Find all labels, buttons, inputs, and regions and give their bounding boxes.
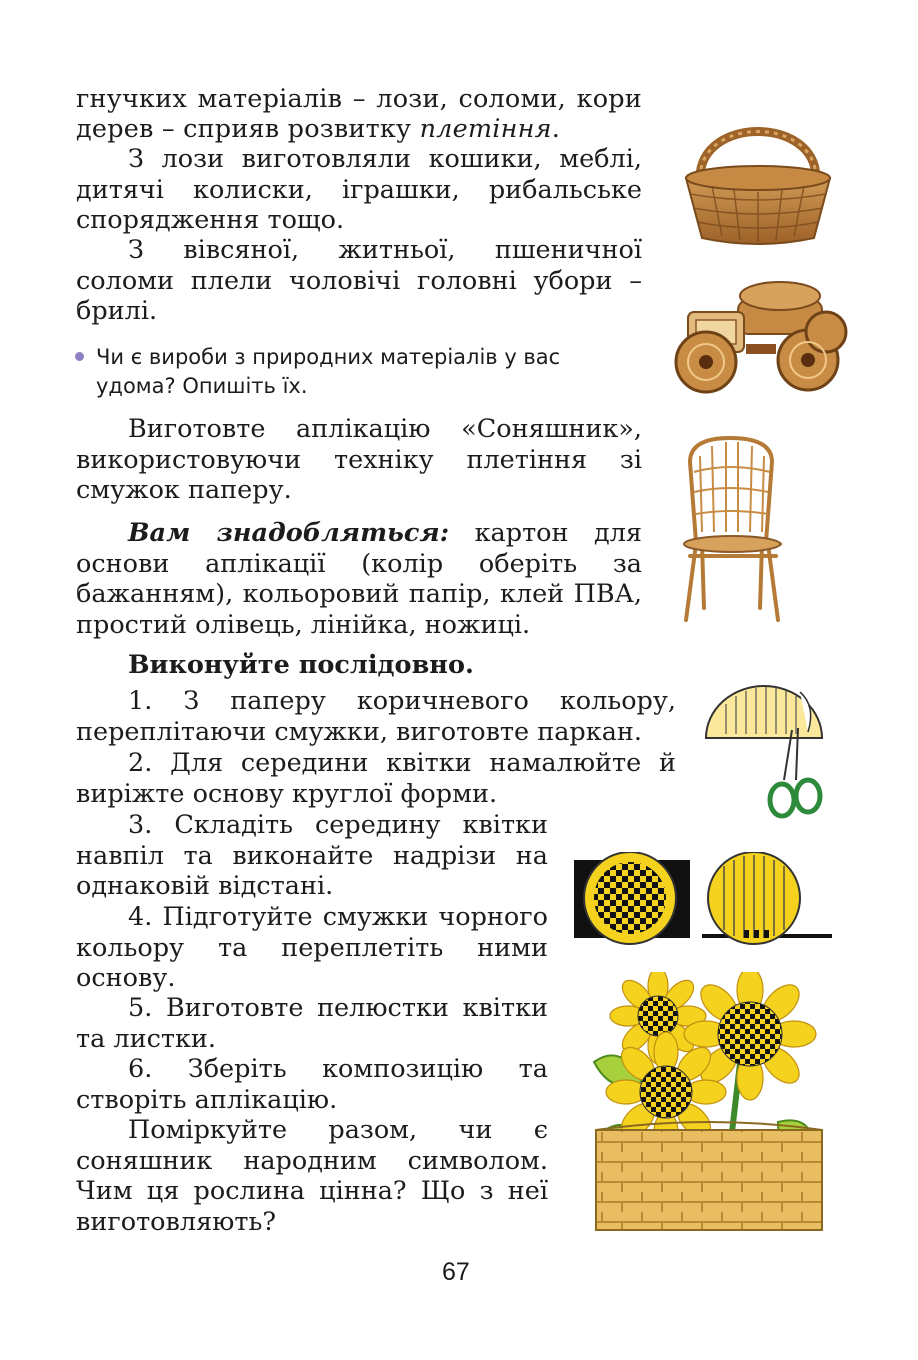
question-text: Чи є вироби з природних матеріалів у вас удома? Опишіть їх. xyxy=(96,345,561,398)
folded-circle-scissors-image xyxy=(704,682,828,822)
materials-label: Вам знадобляться: xyxy=(128,518,450,548)
wicker-toy-car-image xyxy=(668,262,848,402)
willow-paragraph: З лози виготовляли кошики, меблі, дитячі колиски, іграшки, рибальське спорядження тощо. xyxy=(76,144,642,235)
materials-text: картон для основи аплікації (колір оберіть за бажанням), кольоровий папір, клей ПВА, простий олівець, лінійка, ножиці. xyxy=(76,518,643,640)
materials-paragraph xyxy=(76,518,642,640)
step-2: 2. Для середини квітки намалюйте й виріжте основу круглої форми. xyxy=(76,748,676,809)
final-question: Поміркуйте разом, чи є соняшник народним символом. Чим ця рослина цінна? Що з неї виготовляють? xyxy=(76,1115,548,1237)
wicker-chair-image xyxy=(680,432,786,622)
step-6: 6. Зберіть композицію та створіть аплікацію. xyxy=(76,1054,548,1115)
intro-term-weaving: плетіння xyxy=(419,114,552,144)
intro-line-2-end: . xyxy=(551,114,561,144)
step-5: 5. Виготовте пелюстки квітки та листки. xyxy=(76,993,548,1054)
intro-line-1: гнучких матеріалів – лози, соломи, кори xyxy=(76,84,642,114)
step-4: 4. Підготуйте смужки чорного кольору та переплетіть ними основу. xyxy=(76,902,548,993)
wicker-basket-image xyxy=(682,86,834,248)
question-bullet xyxy=(75,352,84,361)
step-3: 3. Складіть середину квітки навпіл та виконайте надрізи на однаковій відстані. xyxy=(76,810,548,901)
intro-line-2 xyxy=(76,114,642,145)
straw-paragraph: З вівсяної, житньої, пшеничної соломи плели чоловічі головні убори – брилі. xyxy=(76,235,642,326)
sunflower-applique-image xyxy=(582,972,830,1234)
page-number: 67 xyxy=(442,1258,470,1286)
intro-line-2-text: дерев – сприяв розвитку xyxy=(76,114,420,144)
task-paragraph: Виготовте аплікацію «Соняшник», використовуючи техніку плетіння зі смужок паперу. xyxy=(76,414,642,505)
steps-heading: Виконуйте послідовно. xyxy=(128,650,474,680)
step-1: 1. З паперу коричневого кольору, переплітаючи смужки, виготовте паркан. xyxy=(76,686,676,747)
cut-circle-image xyxy=(702,852,834,948)
woven-circle-image xyxy=(574,852,694,946)
